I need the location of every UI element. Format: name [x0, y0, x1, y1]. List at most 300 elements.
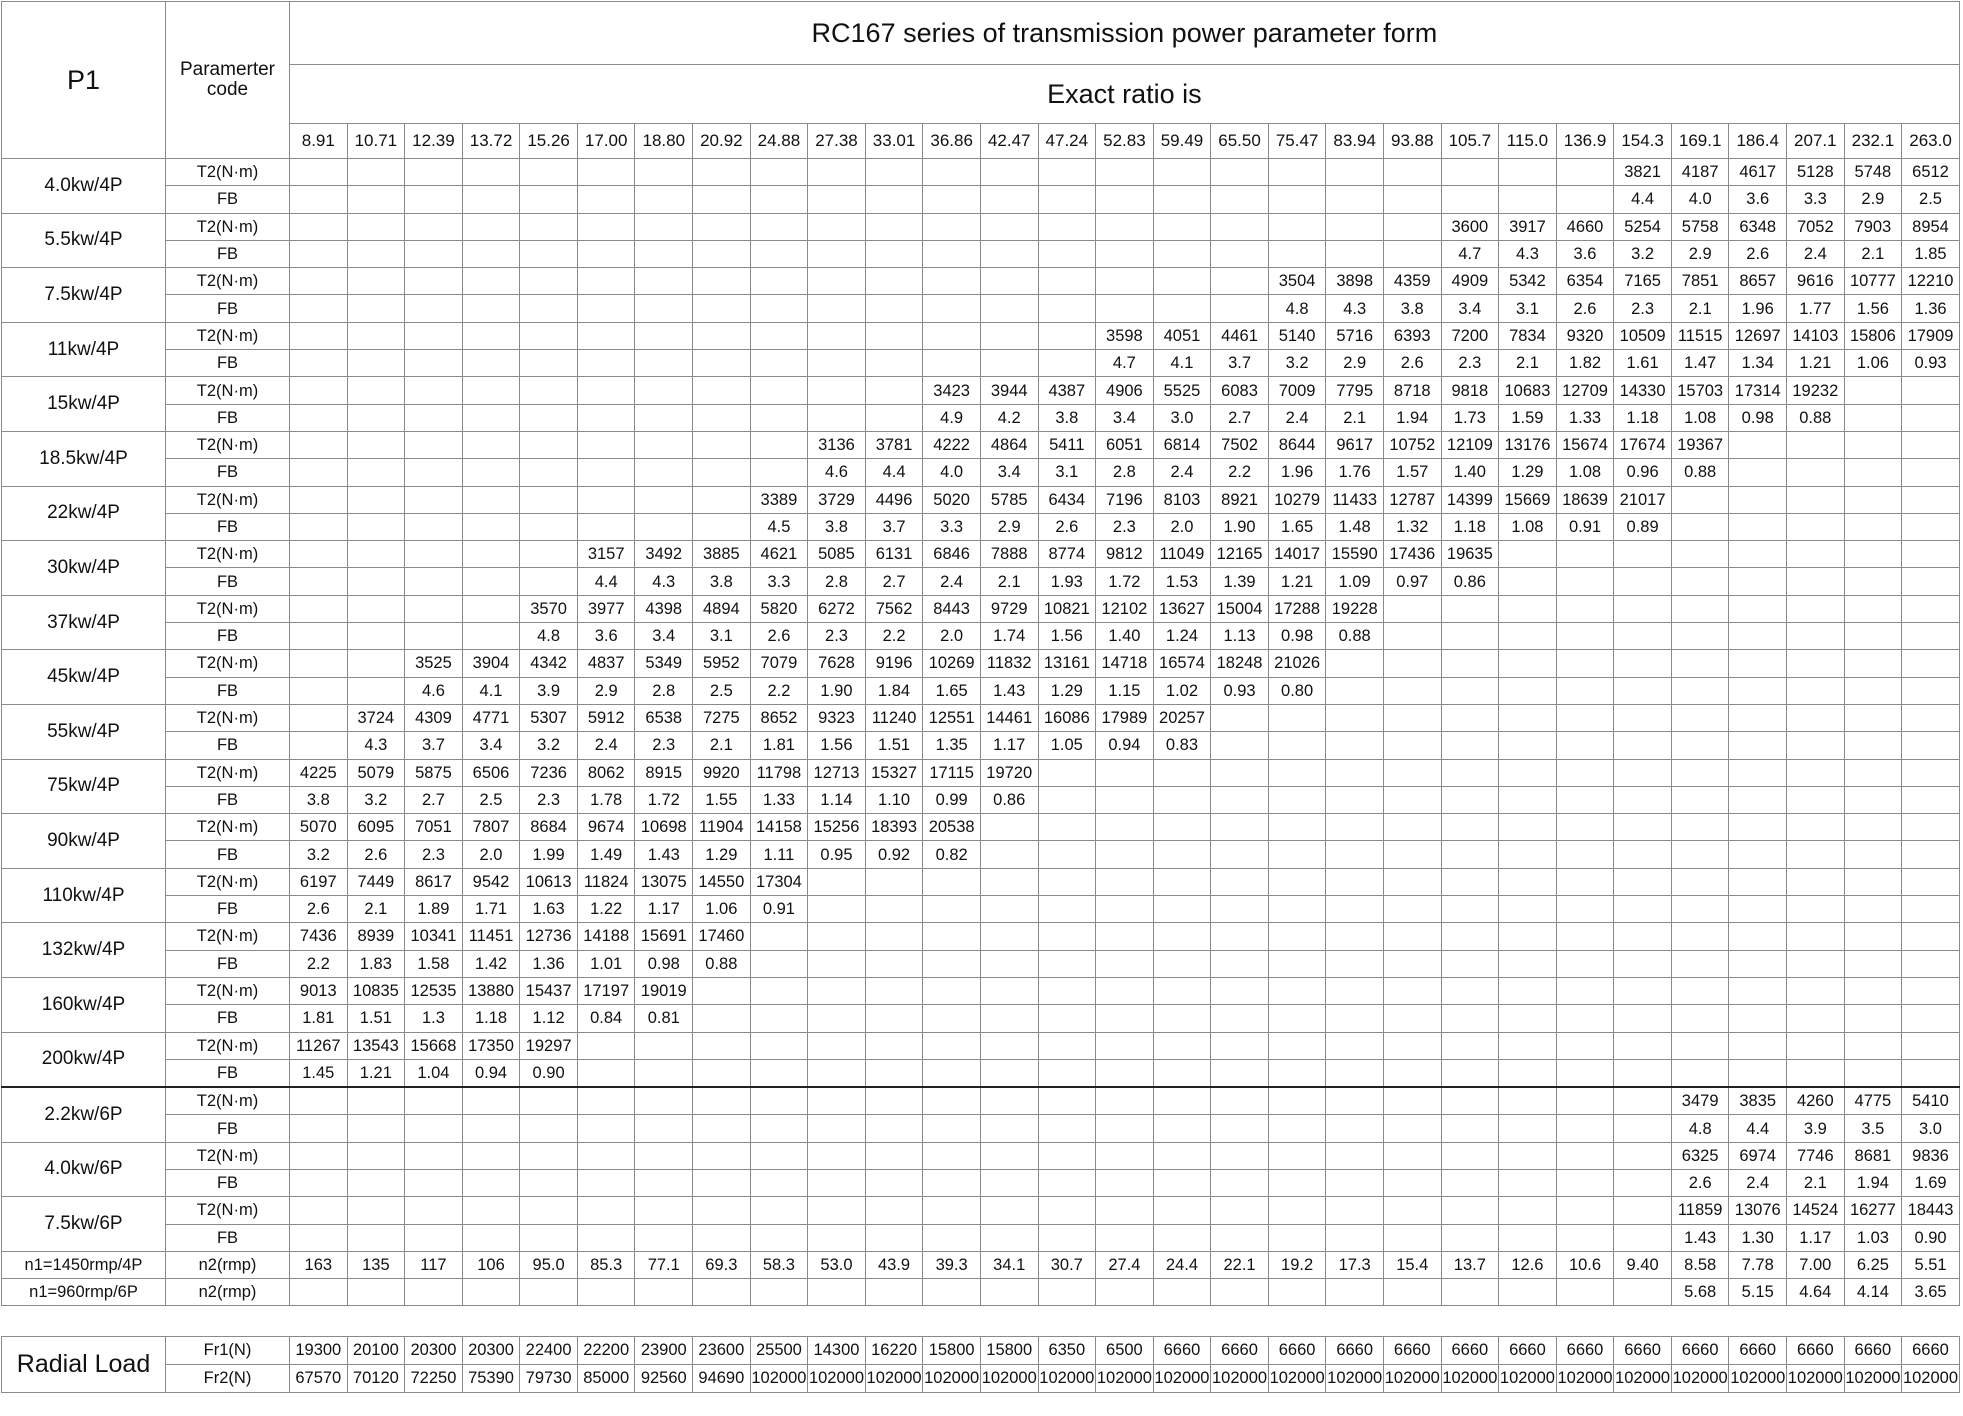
radial-cell: 102000 [1441, 1365, 1499, 1393]
t2-cell [1153, 759, 1211, 786]
radial-cell: 6660 [1556, 1337, 1614, 1365]
t2-cell [1614, 868, 1672, 895]
t2-cell [1038, 923, 1096, 950]
t2-cell [1153, 159, 1211, 186]
t2-cell: 11824 [577, 868, 635, 895]
fb-cell: 3.4 [635, 623, 693, 650]
fb-cell [1268, 1115, 1326, 1142]
t2-cell [1326, 159, 1384, 186]
motor-label: 4.0kw/4P [2, 159, 166, 214]
param-fb-label: FB [166, 1059, 290, 1087]
t2-cell [1614, 923, 1672, 950]
fb-cell: 2.2 [865, 623, 923, 650]
fb-cell [577, 240, 635, 267]
fb-cell [1787, 732, 1845, 759]
fb-cell [462, 1224, 520, 1251]
t2-cell [290, 322, 348, 349]
fb-cell [1729, 568, 1787, 595]
radial-cell: 79730 [520, 1365, 578, 1393]
fb-cell [1556, 786, 1614, 813]
t2-cell [1671, 650, 1729, 677]
fb-cell [1383, 240, 1441, 267]
motor-label: 160kw/4P [2, 977, 166, 1032]
param-t2-label: T2(N·m) [166, 213, 290, 240]
t2-cell: 12551 [923, 704, 981, 731]
t2-cell: 17989 [1096, 704, 1154, 731]
fb-cell [405, 186, 463, 213]
t2-cell [1326, 650, 1384, 677]
t2-cell: 12697 [1729, 322, 1787, 349]
fb-cell [750, 404, 808, 431]
fb-cell: 1.08 [1556, 459, 1614, 486]
fb-cell: 1.29 [1038, 677, 1096, 704]
t2-cell [1499, 923, 1557, 950]
fb-cell: 2.2 [1211, 459, 1269, 486]
t2-cell [290, 159, 348, 186]
n2-cell [290, 1279, 348, 1306]
radial-cell: 23900 [635, 1337, 693, 1365]
t2-cell: 5912 [577, 704, 635, 731]
fb-cell [520, 568, 578, 595]
fb-cell: 1.08 [1671, 404, 1729, 431]
fb-cell: 1.65 [1268, 513, 1326, 540]
t2-cell [290, 431, 348, 458]
fb-cell [808, 1059, 866, 1087]
fb-cell [290, 568, 348, 595]
t2-cell: 11240 [865, 704, 923, 731]
t2-cell [923, 213, 981, 240]
t2-cell [1844, 814, 1902, 841]
fb-cell: 0.83 [1153, 732, 1211, 759]
fb-cell [980, 186, 1038, 213]
t2-cell: 10509 [1614, 322, 1672, 349]
radial-cell: 6660 [1441, 1337, 1499, 1365]
fb-cell [462, 623, 520, 650]
fb-cell [290, 240, 348, 267]
fb-cell [1556, 568, 1614, 595]
t2-cell [1153, 1142, 1211, 1169]
t2-cell [1556, 650, 1614, 677]
t2-cell [347, 322, 405, 349]
fb-cell [347, 1224, 405, 1251]
t2-cell [1038, 1197, 1096, 1224]
fb-cell [1383, 677, 1441, 704]
fb-cell [980, 841, 1038, 868]
fb-cell: 2.6 [1383, 350, 1441, 377]
fb-cell: 0.93 [1902, 350, 1960, 377]
t2-cell [1441, 977, 1499, 1004]
radial-cell: 102000 [1268, 1365, 1326, 1393]
t2-cell [1383, 759, 1441, 786]
fb-cell: 1.21 [1268, 568, 1326, 595]
t2-cell [290, 268, 348, 295]
fb-cell: 2.4 [577, 732, 635, 759]
t2-cell [980, 322, 1038, 349]
fb-cell [1153, 950, 1211, 977]
t2-cell: 6095 [347, 814, 405, 841]
t2-cell [1671, 923, 1729, 950]
fb-cell: 1.65 [923, 677, 981, 704]
t2-cell: 12535 [405, 977, 463, 1004]
t2-cell [405, 268, 463, 295]
fb-cell [1556, 1224, 1614, 1251]
table-gap [1, 1306, 1959, 1336]
fb-cell [635, 1059, 693, 1087]
motor-label: 11kw/4P [2, 322, 166, 377]
t2-cell [577, 213, 635, 240]
fb-cell [1671, 1005, 1729, 1032]
fb-cell: 4.4 [1614, 186, 1672, 213]
t2-cell [1096, 213, 1154, 240]
t2-cell: 5411 [1038, 431, 1096, 458]
radial-cell: 102000 [1902, 1365, 1960, 1393]
fb-cell [1383, 950, 1441, 977]
fb-cell [1038, 841, 1096, 868]
radial-cell: 6660 [1729, 1337, 1787, 1365]
fb-cell [1844, 568, 1902, 595]
t2-cell: 4894 [693, 595, 751, 622]
fb-cell [750, 350, 808, 377]
n2-cell: 7.00 [1787, 1251, 1845, 1278]
fb-cell: 0.88 [1671, 459, 1729, 486]
t2-cell: 5410 [1902, 1087, 1960, 1115]
t2-cell: 10698 [635, 814, 693, 841]
fb-cell: 1.96 [1729, 295, 1787, 322]
ratio-header-cell: 93.88 [1383, 124, 1441, 159]
fb-cell [1902, 623, 1960, 650]
fb-cell: 1.90 [1211, 513, 1269, 540]
fb-cell: 1.89 [405, 896, 463, 923]
t2-cell: 9542 [462, 868, 520, 895]
fb-cell [347, 513, 405, 540]
radial-cell: 102000 [1787, 1365, 1845, 1393]
t2-cell [635, 322, 693, 349]
t2-cell [750, 1032, 808, 1059]
fb-cell: 1.40 [1441, 459, 1499, 486]
t2-cell [290, 1142, 348, 1169]
fb-cell [1096, 1005, 1154, 1032]
t2-cell [1902, 868, 1960, 895]
t2-cell [1844, 759, 1902, 786]
fb-cell [1614, 1059, 1672, 1087]
t2-cell: 16086 [1038, 704, 1096, 731]
fb-cell: 1.17 [1787, 1224, 1845, 1251]
fb-cell [1614, 1115, 1672, 1142]
t2-cell: 9320 [1556, 322, 1614, 349]
t2-cell [1844, 486, 1902, 513]
t2-cell [865, 1032, 923, 1059]
fb-cell [693, 1005, 751, 1032]
t2-cell [462, 377, 520, 404]
fb-cell [808, 240, 866, 267]
param-t2-label: T2(N·m) [166, 595, 290, 622]
ratio-header-cell: 13.72 [462, 124, 520, 159]
ratio-header-cell: 33.01 [865, 124, 923, 159]
fb-cell [865, 1169, 923, 1196]
fb-cell [405, 1224, 463, 1251]
fb-cell [1268, 841, 1326, 868]
t2-cell [290, 650, 348, 677]
radial-cell: 6500 [1096, 1337, 1154, 1365]
t2-cell [520, 213, 578, 240]
radial-param-label: Fr1(N) [166, 1337, 290, 1365]
fb-cell: 2.6 [1729, 240, 1787, 267]
t2-cell: 8644 [1268, 431, 1326, 458]
t2-cell [520, 322, 578, 349]
param-fb-label: FB [166, 1224, 290, 1251]
t2-cell [520, 431, 578, 458]
fb-cell: 0.86 [1441, 568, 1499, 595]
fb-cell [1614, 677, 1672, 704]
t2-cell: 5875 [405, 759, 463, 786]
fb-cell: 1.30 [1729, 1224, 1787, 1251]
fb-cell [462, 568, 520, 595]
t2-cell: 17314 [1729, 377, 1787, 404]
motor-row-t2 [2, 1197, 1960, 1224]
t2-cell: 3917 [1499, 213, 1557, 240]
t2-cell [980, 814, 1038, 841]
t2-cell: 9812 [1096, 541, 1154, 568]
t2-cell [750, 923, 808, 950]
t2-cell: 4342 [520, 650, 578, 677]
t2-cell: 3898 [1326, 268, 1384, 295]
t2-cell [1268, 1032, 1326, 1059]
fb-cell: 1.81 [290, 1005, 348, 1032]
fb-cell [462, 350, 520, 377]
radial-cell: 85000 [577, 1365, 635, 1393]
fb-cell [347, 1115, 405, 1142]
t2-cell [693, 431, 751, 458]
t2-cell: 17436 [1383, 541, 1441, 568]
n2-cell [1499, 1279, 1557, 1306]
radial-cell: 20300 [462, 1337, 520, 1365]
fb-cell [1902, 786, 1960, 813]
t2-cell: 14399 [1441, 486, 1499, 513]
t2-cell: 11515 [1671, 322, 1729, 349]
t2-cell: 7052 [1787, 213, 1845, 240]
motor-label: 18.5kw/4P [2, 431, 166, 486]
fb-cell [1096, 295, 1154, 322]
t2-cell [1441, 159, 1499, 186]
ratio-header-cell: 105.7 [1441, 124, 1499, 159]
ratio-header-cell: 27.38 [808, 124, 866, 159]
fb-cell [1729, 841, 1787, 868]
t2-cell [1038, 814, 1096, 841]
fb-cell: 2.4 [1729, 1169, 1787, 1196]
t2-cell [1787, 486, 1845, 513]
fb-cell: 1.05 [1038, 732, 1096, 759]
t2-cell [1902, 486, 1960, 513]
fb-cell: 1.48 [1326, 513, 1384, 540]
t2-cell [1211, 923, 1269, 950]
t2-cell [980, 1142, 1038, 1169]
fb-cell [750, 240, 808, 267]
fb-cell [1153, 1059, 1211, 1087]
fb-cell: 1.81 [750, 732, 808, 759]
n2-cell: 117 [405, 1251, 463, 1278]
t2-cell: 3598 [1096, 322, 1154, 349]
speed-label: n1=960rmp/6P [2, 1279, 166, 1306]
radial-cell: 94690 [693, 1365, 751, 1393]
t2-cell [1787, 814, 1845, 841]
t2-cell: 5349 [635, 650, 693, 677]
fb-cell: 0.86 [980, 786, 1038, 813]
fb-cell: 3.6 [577, 623, 635, 650]
fb-cell: 3.5 [1844, 1115, 1902, 1142]
fb-cell: 2.6 [1556, 295, 1614, 322]
t2-cell [1211, 868, 1269, 895]
fb-cell [405, 1115, 463, 1142]
fb-cell: 3.8 [1383, 295, 1441, 322]
t2-cell: 4837 [577, 650, 635, 677]
fb-cell: 1.43 [980, 677, 1038, 704]
t2-cell: 13075 [635, 868, 693, 895]
header-row-title [2, 2, 1960, 65]
fb-cell [693, 295, 751, 322]
t2-cell: 12713 [808, 759, 866, 786]
fb-cell: 2.6 [1038, 513, 1096, 540]
t2-cell [1729, 704, 1787, 731]
fb-cell [462, 186, 520, 213]
t2-cell [980, 1197, 1038, 1224]
t2-cell: 4909 [1441, 268, 1499, 295]
param-t2-label: T2(N·m) [166, 541, 290, 568]
fb-cell: 2.9 [1671, 240, 1729, 267]
ratio-header-cell: 65.50 [1211, 124, 1269, 159]
motor-label: 110kw/4P [2, 868, 166, 923]
t2-cell [290, 486, 348, 513]
fb-cell: 0.91 [750, 896, 808, 923]
fb-cell [1153, 295, 1211, 322]
radial-cell: 6660 [1499, 1337, 1557, 1365]
t2-cell [1787, 595, 1845, 622]
n2-cell: 22.1 [1211, 1251, 1269, 1278]
t2-cell: 12102 [1096, 595, 1154, 622]
radial-cell: 23600 [693, 1337, 751, 1365]
motor-row-t2 [2, 541, 1960, 568]
fb-cell: 2.4 [1787, 240, 1845, 267]
fb-cell: 1.10 [865, 786, 923, 813]
fb-cell: 2.1 [1326, 404, 1384, 431]
fb-cell [1499, 786, 1557, 813]
fb-cell [1153, 1169, 1211, 1196]
radial-cell: 102000 [1153, 1365, 1211, 1393]
fb-cell: 4.1 [1153, 350, 1211, 377]
fb-cell [1441, 1169, 1499, 1196]
fb-cell [462, 459, 520, 486]
fb-cell [1211, 786, 1269, 813]
fb-cell [923, 1005, 981, 1032]
fb-cell [1556, 1169, 1614, 1196]
t2-cell [1326, 1087, 1384, 1115]
fb-cell [1614, 841, 1672, 868]
fb-cell: 2.7 [865, 568, 923, 595]
fb-cell [1441, 623, 1499, 650]
fb-cell [290, 1115, 348, 1142]
t2-cell: 3729 [808, 486, 866, 513]
fb-cell [1499, 1169, 1557, 1196]
fb-cell: 2.9 [1844, 186, 1902, 213]
n2-cell [1038, 1279, 1096, 1306]
t2-cell: 12787 [1383, 486, 1441, 513]
fb-cell: 1.35 [923, 732, 981, 759]
t2-cell [1499, 814, 1557, 841]
fb-cell: 4.2 [980, 404, 1038, 431]
speed-param-label: n2(rmp) [166, 1251, 290, 1278]
t2-cell: 13076 [1729, 1197, 1787, 1224]
t2-cell [693, 1142, 751, 1169]
t2-cell [865, 1197, 923, 1224]
fb-cell [290, 350, 348, 377]
fb-cell [1096, 1169, 1154, 1196]
ratio-header-cell: 263.0 [1902, 124, 1960, 159]
t2-cell: 3885 [693, 541, 751, 568]
t2-cell [808, 1197, 866, 1224]
t2-cell [1844, 431, 1902, 458]
t2-cell: 17197 [577, 977, 635, 1004]
fb-cell: 2.0 [462, 841, 520, 868]
t2-cell: 13176 [1499, 431, 1557, 458]
motor-label: 7.5kw/6P [2, 1197, 166, 1252]
t2-cell [808, 322, 866, 349]
motor-label: 90kw/4P [2, 814, 166, 869]
t2-cell [577, 377, 635, 404]
fb-cell [1211, 1059, 1269, 1087]
fb-cell: 1.59 [1499, 404, 1557, 431]
t2-cell: 7888 [980, 541, 1038, 568]
t2-cell [1153, 868, 1211, 895]
t2-cell: 15703 [1671, 377, 1729, 404]
t2-cell: 8939 [347, 923, 405, 950]
t2-cell [1096, 814, 1154, 841]
t2-cell [1902, 704, 1960, 731]
t2-cell: 6272 [808, 595, 866, 622]
t2-cell [1902, 977, 1960, 1004]
fb-cell: 1.93 [1038, 568, 1096, 595]
t2-cell [462, 1142, 520, 1169]
t2-cell [1729, 486, 1787, 513]
fb-cell [1211, 950, 1269, 977]
fb-cell [405, 404, 463, 431]
fb-cell: 1.53 [1153, 568, 1211, 595]
t2-cell [1211, 759, 1269, 786]
fb-cell [1499, 1005, 1557, 1032]
t2-cell [1153, 268, 1211, 295]
fb-cell [577, 404, 635, 431]
t2-cell [635, 159, 693, 186]
t2-cell: 4051 [1153, 322, 1211, 349]
param-fb-label: FB [166, 950, 290, 977]
n2-cell [808, 1279, 866, 1306]
fb-cell: 1.33 [750, 786, 808, 813]
fb-cell: 1.32 [1383, 513, 1441, 540]
fb-cell: 0.89 [1614, 513, 1672, 540]
n2-cell: 27.4 [1096, 1251, 1154, 1278]
fb-cell [577, 513, 635, 540]
param-t2-label: T2(N·m) [166, 322, 290, 349]
t2-cell: 16574 [1153, 650, 1211, 677]
fb-cell [405, 295, 463, 322]
t2-cell: 19720 [980, 759, 1038, 786]
fb-cell: 0.88 [1326, 623, 1384, 650]
t2-cell [1326, 213, 1384, 240]
n2-cell: 13.7 [1441, 1251, 1499, 1278]
param-fb-label: FB [166, 896, 290, 923]
motor-label: 7.5kw/4P [2, 268, 166, 323]
fb-cell [808, 404, 866, 431]
param-fb-label: FB [166, 240, 290, 267]
t2-cell: 10613 [520, 868, 578, 895]
